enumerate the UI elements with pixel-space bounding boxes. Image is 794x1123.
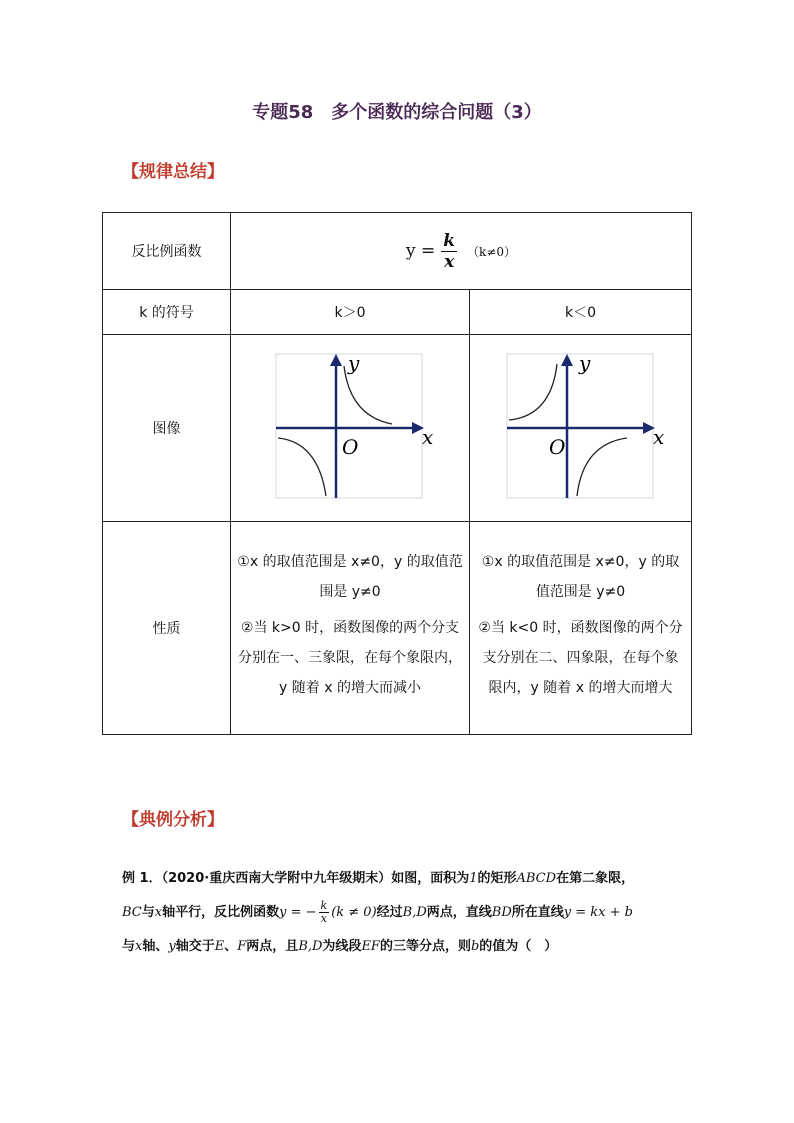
text-segment: 、 [224, 939, 238, 954]
text-segment: 两点，且 [246, 939, 299, 954]
math-bc: BC [122, 905, 142, 920]
math-func-fraction [319, 900, 330, 925]
text-segment: 所在直线 [511, 905, 564, 920]
example-1-text [122, 862, 682, 964]
origin-label: O [548, 435, 565, 459]
branch-quadrant-2 [509, 364, 557, 420]
row-label-function: 反比例函数 [103, 213, 231, 290]
formula-fraction [441, 231, 457, 272]
text-segment: 与 [122, 939, 136, 954]
graph-negative-cell [470, 335, 692, 522]
math-func-lhs: y = − [279, 905, 317, 920]
property-positive-1: ①x 的取值范围是 x≠0，y 的取值范围是 y≠0 [237, 554, 463, 600]
y-label: y [348, 351, 360, 375]
text-segment: 轴交于 [175, 939, 215, 954]
text-segment: 轴、 [142, 939, 169, 954]
row-label-graph: 图像 [103, 335, 231, 522]
text-segment: 轴平行，反比例函数 [162, 905, 280, 920]
math-bd-points: B,D [298, 939, 323, 954]
math-func-condition: (k ≠ 0) [331, 905, 377, 920]
math-func-numerator: k [320, 899, 328, 912]
text-segment: 为线段 [322, 939, 362, 954]
text-segment: 例 1．（2020·重庆西南大学附中九年级期末）如图，面积为 [122, 871, 470, 886]
math-area: 1 [469, 871, 478, 886]
summary-table [102, 212, 692, 735]
formula-denominator: x [444, 251, 455, 272]
math-f: F [237, 939, 247, 954]
math-x: x [154, 905, 163, 920]
property-positive [231, 522, 470, 735]
origin-label: O [342, 435, 359, 459]
text-segment: 与 [141, 905, 155, 920]
property-negative-2: ②当 k<0 时，函数图像的两个分支分别在二、四象限，在每个象限内，y 随着 x 的增大而增大 [478, 620, 683, 696]
row-label-property: 性质 [103, 522, 231, 735]
formula-lhs: y = [406, 241, 436, 261]
property-negative-1: ①x 的取值范围是 x≠0，y 的取值范围是 y≠0 [481, 554, 680, 600]
graph-frame [276, 354, 422, 498]
k-negative: k＜0 [470, 290, 692, 335]
section-heading-examples: 【典例分析】 [122, 810, 224, 830]
formula-numerator: k [443, 230, 456, 251]
text-segment: 的三等分点，则 [379, 939, 471, 954]
y-arrow-icon [330, 354, 342, 366]
y-arrow-icon [561, 354, 573, 366]
math-e: E [214, 939, 225, 954]
x-label: x [652, 425, 664, 449]
y-label: y [578, 351, 590, 375]
x-label: x [422, 425, 434, 449]
branch-quadrant-3 [278, 438, 326, 496]
text-segment: 在第二象限， [556, 871, 635, 886]
k-positive: k＞0 [231, 290, 470, 335]
math-ef: EF [361, 939, 380, 954]
graph-positive-cell [231, 335, 470, 522]
text-segment: 两点，直线 [426, 905, 492, 920]
text-segment: 的值为（ ） [479, 939, 558, 954]
math-y: y [168, 939, 176, 954]
page-title: 专题58 多个函数的综合问题（3） [252, 102, 542, 123]
graph-positive [260, 346, 440, 506]
math-bd: BD [491, 905, 512, 920]
branch-quadrant-4 [577, 438, 627, 496]
text-segment: 的矩形 [477, 871, 517, 886]
math-b: b [470, 939, 480, 954]
math-bd-points: B,D [402, 905, 427, 920]
math-rect: ABCD [516, 871, 557, 886]
text-segment: 经过 [376, 905, 403, 920]
math-x: x [135, 939, 143, 954]
formula-cell [231, 213, 692, 290]
math-line-equation: y = kx + b [563, 905, 633, 920]
graph-frame [507, 354, 653, 498]
property-positive-2: ②当 k>0 时，函数图像的两个分支分别在一、三象限，在每个象限内，y 随着 x 的增大而减小 [238, 620, 462, 696]
property-negative [470, 522, 692, 735]
row-label-sign: k 的符号 [103, 290, 231, 335]
formula-condition: （k≠0） [467, 244, 517, 259]
formula [406, 231, 516, 272]
section-heading-summary: 【规律总结】 [122, 162, 224, 182]
math-func-denominator: x [320, 912, 327, 925]
graph-negative [491, 346, 671, 506]
